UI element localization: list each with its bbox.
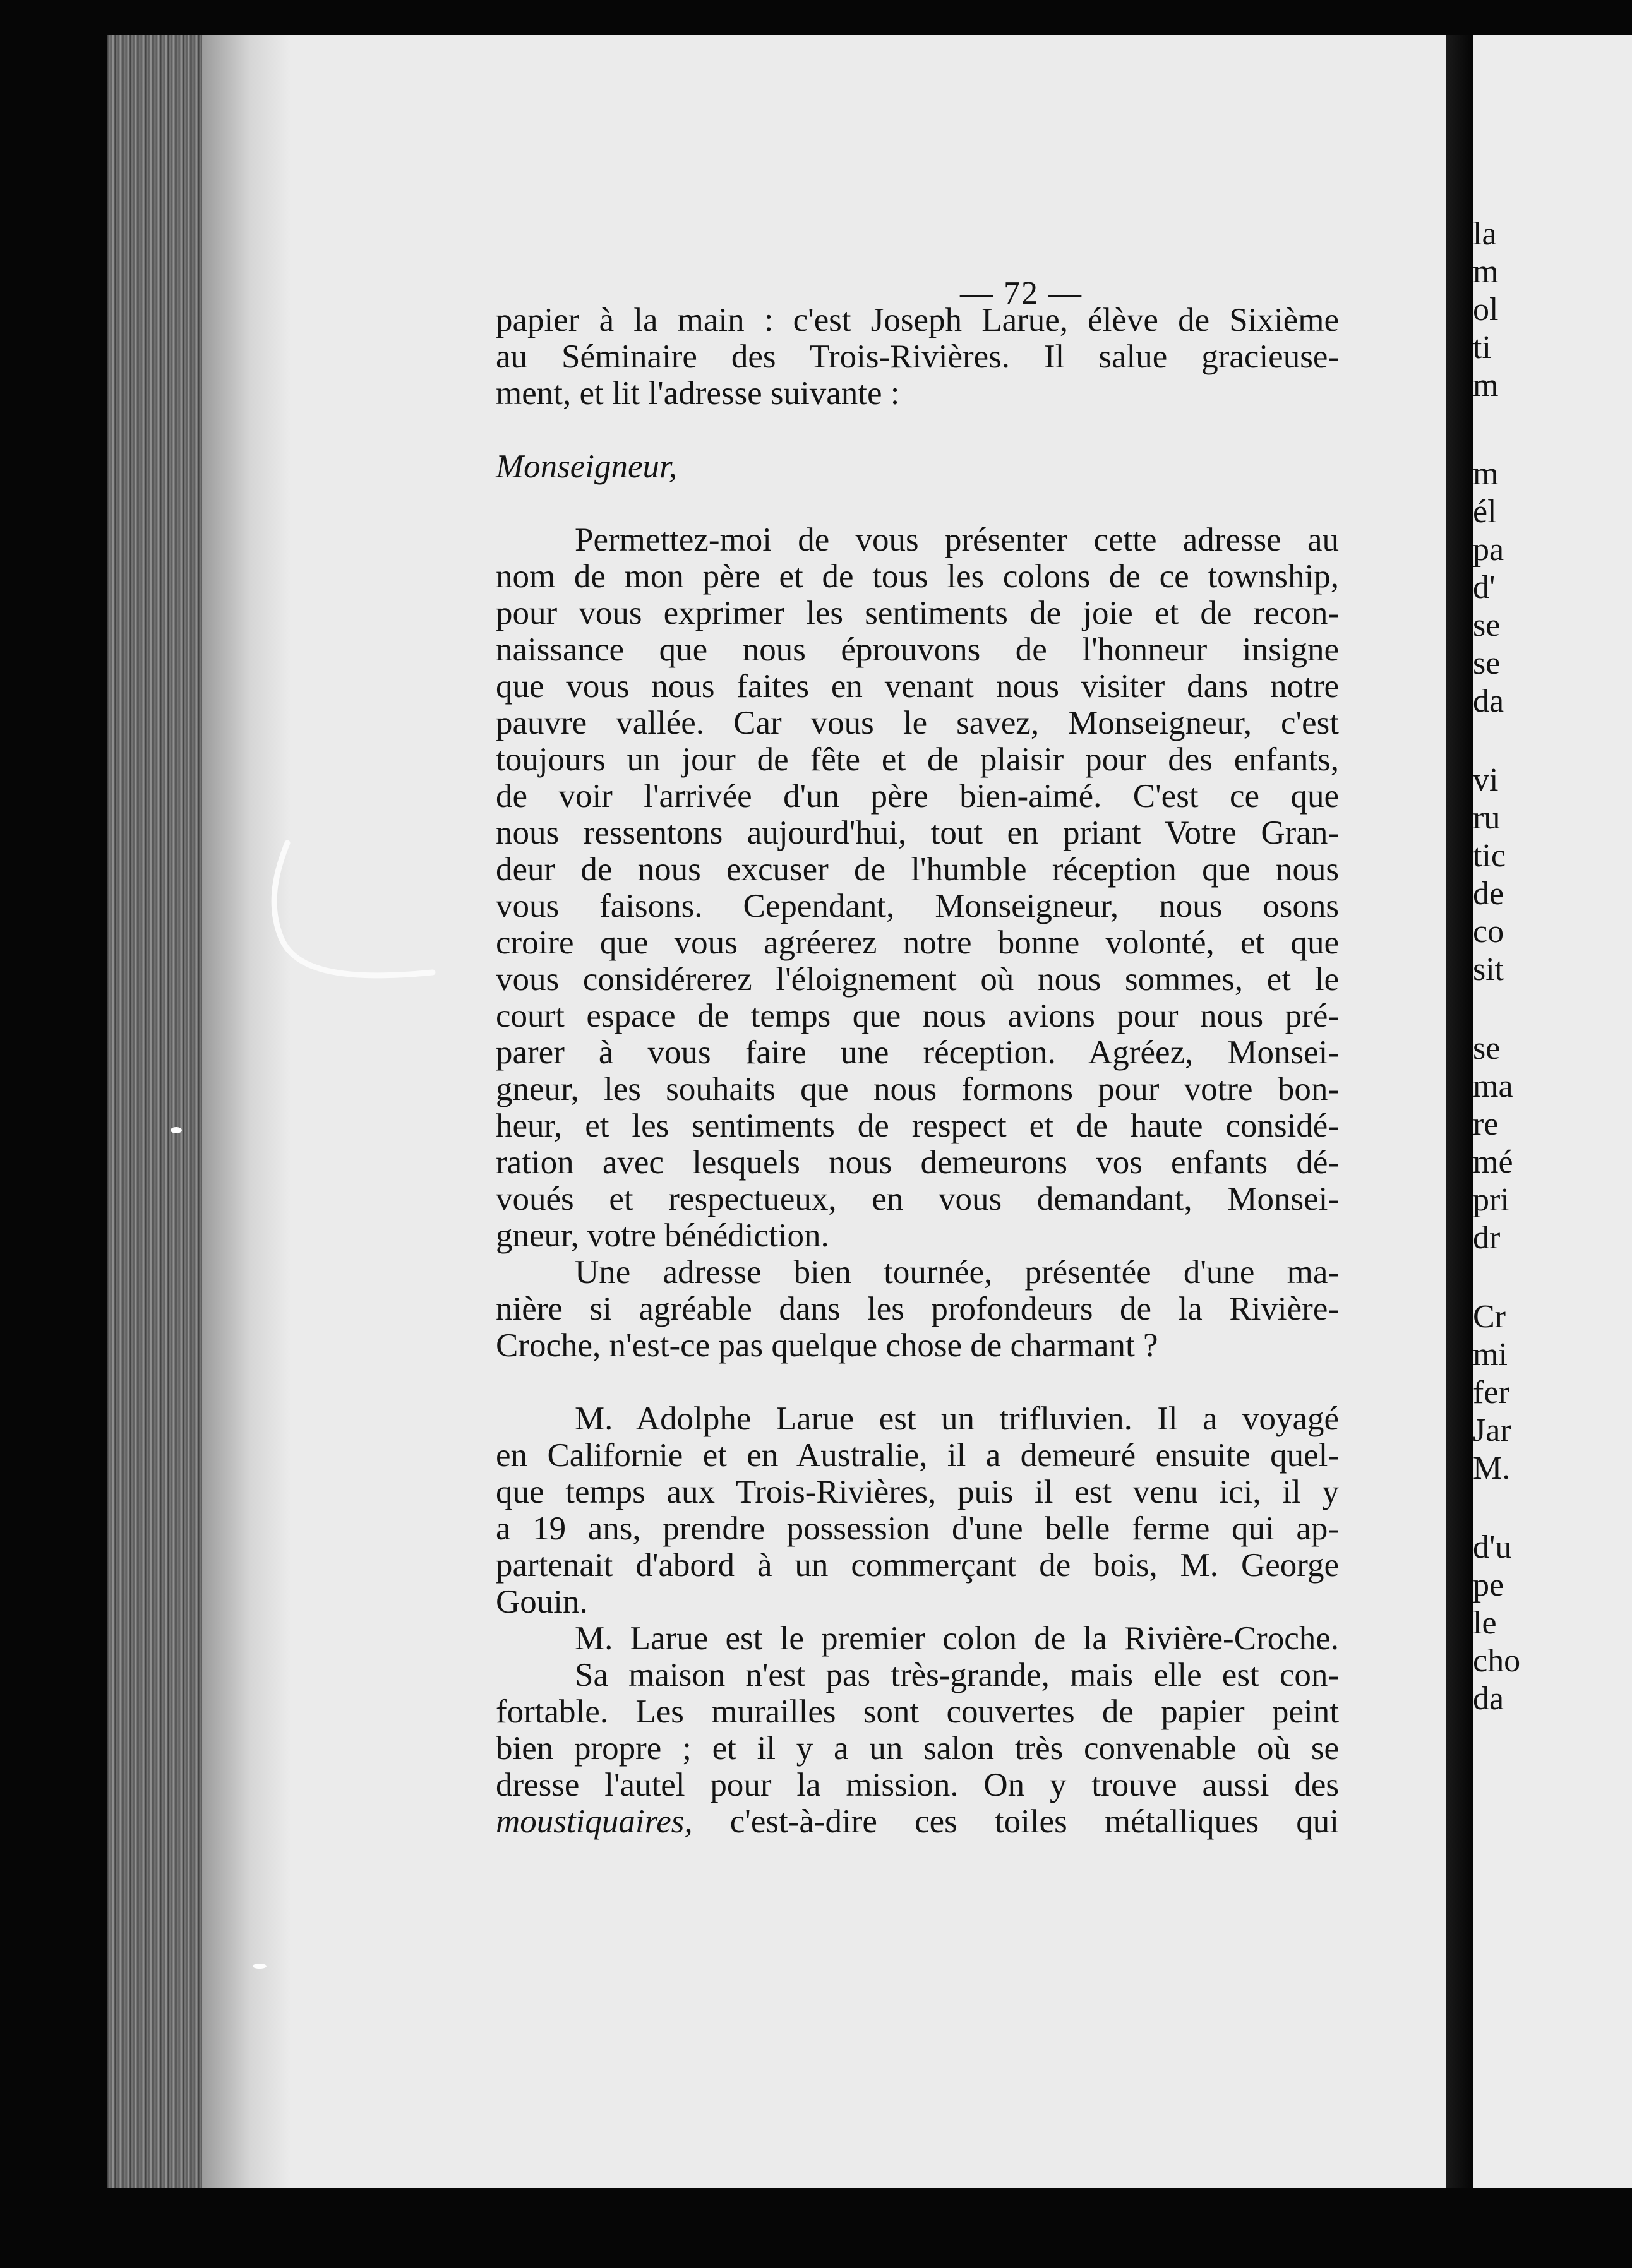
text-line: que vous nous faites en venant nous visiter dans notre — [496, 668, 1339, 705]
text-line: papier à la main : c'est Joseph Larue, élève de Sixième — [496, 302, 1339, 338]
text-line: vous considérerez l'éloignement où nous sommes, et le — [496, 961, 1339, 998]
text-line: toujours un jour de fête et de plaisir pour des enfants, — [496, 741, 1339, 778]
text-line: ration avec lesquels nous demeurons vos enfants dé- — [496, 1144, 1339, 1181]
fragment-line: mi — [1473, 1337, 1508, 1373]
text-line: heur, et les sentiments de respect et de haute considé- — [496, 1107, 1339, 1144]
text-line: pour vous exprimer les sentiments de joie et de recon- — [496, 595, 1339, 631]
text-line: dresse l'autel pour la mission. On y trouve aussi des — [496, 1767, 1339, 1803]
text-line: deur de nous excuser de l'humble réception que nous — [496, 851, 1339, 888]
text-line: en Californie et en Australie, il a demeuré ensuite quel- — [496, 1437, 1339, 1474]
fragment-line: re — [1473, 1106, 1499, 1142]
page-number: — 72 — — [960, 275, 1083, 311]
fragment-line: pri — [1473, 1182, 1509, 1218]
text-line: M. Larue est le premier colon de la Rivière-Croche. — [575, 1620, 1339, 1657]
body-text — [496, 302, 1339, 1840]
fragment-line: de — [1473, 876, 1504, 912]
text-line: Croche, n'est-ce pas quelque chose de charmant ? — [496, 1327, 1158, 1364]
text-line: bien propre ; et il y a un salon très convenable où se — [496, 1730, 1339, 1767]
text-line: voués et respectueux, en vous demandant, Monsei- — [496, 1181, 1339, 1217]
fragment-line: Jar — [1473, 1412, 1511, 1448]
fragment-line: da — [1473, 1681, 1504, 1717]
fragment-line: co — [1473, 914, 1504, 950]
dust-speck — [171, 1127, 182, 1133]
text-line: partenait d'abord à un commerçant de bois, M. George — [496, 1547, 1339, 1584]
fragment-line: m — [1473, 254, 1499, 290]
text-line: parer à vous faire une réception. Agréez, Monsei- — [496, 1034, 1339, 1071]
fragment-line: ti — [1473, 330, 1491, 366]
page-edge-stack — [107, 35, 202, 2188]
fragment-line: ol — [1473, 292, 1499, 328]
text-line: M. Adolphe Larue est un trifluvien. Il a voyagé — [575, 1400, 1339, 1437]
salutation: Monseigneur, — [496, 448, 678, 485]
fragment-line: se — [1473, 1030, 1501, 1066]
fragment-line: se — [1473, 607, 1501, 643]
gutter-shadow — [202, 35, 291, 2188]
scratch-mark — [268, 837, 445, 1001]
text-line: de voir l'arrivée d'un père bien-aimé. C'est ce que — [496, 778, 1339, 815]
text-line: pauvre vallée. Car vous le savez, Monseigneur, c'est — [496, 705, 1339, 741]
fragment-line: d' — [1473, 570, 1496, 606]
fragment-line: le — [1473, 1605, 1497, 1641]
text-line: nière si agréable dans les profondeurs de la Rivière- — [496, 1291, 1339, 1327]
text-line: nom de mon père et de tous les colons de ce township, — [496, 558, 1339, 595]
fragment-line: m — [1473, 367, 1499, 403]
fragment-line: ma — [1473, 1068, 1513, 1104]
text-line: naissance que nous éprouvons de l'honneur insigne — [496, 631, 1339, 668]
text-line: gneur, votre bénédiction. — [496, 1217, 829, 1254]
line-gap — [496, 412, 1339, 448]
fragment-line: sit — [1473, 952, 1504, 988]
fragment-line: tic — [1473, 838, 1506, 874]
book-spine — [1446, 35, 1473, 2188]
text-line: Permettez-moi de vous présenter cette adresse au — [575, 522, 1339, 558]
text-line: Sa maison n'est pas très-grande, mais elle est con- — [575, 1657, 1339, 1693]
fragment-line: cho — [1473, 1643, 1521, 1679]
text-line: vous faisons. Cependant, Monseigneur, nous osons — [496, 888, 1339, 924]
fragment-line: fer — [1473, 1375, 1509, 1411]
fragment-line: da — [1473, 683, 1504, 719]
text-line-rest: c'est-à-dire ces toiles métalliques qui — [692, 1803, 1339, 1840]
text-line: que temps aux Trois-Rivières, puis il est venu ici, il y — [496, 1474, 1339, 1510]
right-page-fragment — [1473, 35, 1632, 2188]
fragment-line: M. — [1473, 1450, 1511, 1486]
dust-speck — [253, 1964, 267, 1969]
fragment-line: Cr — [1473, 1299, 1506, 1335]
text-line: nous ressentons aujourd'hui, tout en priant Votre Gran- — [496, 815, 1339, 851]
italic-term: moustiquaires, — [496, 1803, 693, 1840]
text-line — [496, 1803, 1339, 1840]
fragment-line: pa — [1473, 532, 1504, 568]
line-gap — [496, 1364, 1339, 1400]
fragment-line: él — [1473, 494, 1497, 530]
fragment-line: dr — [1473, 1220, 1501, 1256]
text-line: court espace de temps que nous avions pour nous pré- — [496, 998, 1339, 1034]
line-gap — [496, 485, 1339, 522]
fragment-line: d'u — [1473, 1529, 1512, 1565]
fragment-line: pe — [1473, 1567, 1504, 1603]
text-line: croire que vous agréerez notre bonne volonté, et que — [496, 924, 1339, 961]
fragment-line: ru — [1473, 800, 1501, 836]
text-line: Une adresse bien tournée, présentée d'une ma- — [575, 1254, 1339, 1291]
fragment-line: la — [1473, 216, 1497, 252]
text-line: gneur, les souhaits que nous formons pour votre bon- — [496, 1071, 1339, 1107]
text-line: Gouin. — [496, 1584, 588, 1620]
fragment-line: se — [1473, 645, 1501, 681]
fragment-line: vi — [1473, 762, 1499, 798]
text-line: au Séminaire des Trois-Rivières. Il salue gracieuse- — [496, 338, 1339, 375]
text-line: fortable. Les murailles sont couvertes de papier peint — [496, 1693, 1339, 1730]
fragment-line: m — [1473, 456, 1499, 492]
fragment-line: mé — [1473, 1144, 1513, 1180]
text-line: ment, et lit l'adresse suivante : — [496, 375, 900, 412]
text-line: a 19 ans, prendre possession d'une belle ferme qui ap- — [496, 1510, 1339, 1547]
